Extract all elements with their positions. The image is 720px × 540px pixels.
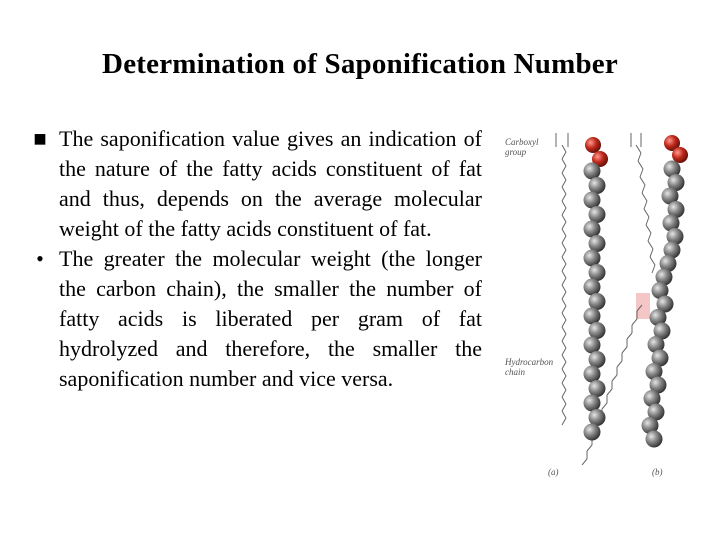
bond-line (650, 249, 653, 257)
carbon-atom (589, 322, 606, 339)
bond-line (562, 166, 566, 173)
bond-line (562, 152, 566, 159)
bond-line (562, 215, 566, 222)
bond-line (562, 418, 566, 425)
bond-line (636, 145, 641, 153)
slide-title: Determination of Saponification Number (102, 48, 618, 80)
bond-line (562, 397, 566, 404)
carbon-atom (584, 250, 601, 267)
bond-line (617, 361, 622, 367)
bond-line (562, 271, 566, 278)
bond-lines (556, 133, 655, 465)
bond-line (562, 369, 566, 376)
bond-line (562, 236, 566, 243)
carbon-atom (589, 351, 606, 368)
bond-line (562, 404, 566, 411)
bond-line (607, 389, 612, 395)
bond-line (562, 201, 566, 208)
bond-line (562, 362, 566, 369)
bullet-text: The greater the molecular weight (the longer the carbon chain), the smaller the number of fatty acids is liberated per gram of fat hydrolyzed and therefore, the smaller the saponification number and vice versa. (59, 246, 482, 391)
bond-line (562, 180, 566, 187)
bond-line (638, 161, 643, 169)
carbon-atom (589, 206, 606, 223)
bond-line (562, 264, 566, 271)
bond-line (562, 348, 566, 355)
bond-line (562, 222, 566, 229)
square-bullet-icon: ■ (33, 126, 47, 151)
fatty-acid-figure (500, 125, 705, 485)
hydrocarbon-chain-label: Hydrocarbon chain (505, 357, 554, 377)
bond-line (562, 411, 566, 418)
bond-line (644, 201, 647, 209)
carbon-atom (584, 308, 601, 325)
atom-spheres (584, 135, 689, 448)
bond-line (582, 459, 587, 465)
bond-line (562, 173, 566, 180)
bond-line (562, 334, 566, 341)
carbon-atom (584, 279, 601, 296)
bond-line (652, 265, 655, 273)
bond-line (562, 376, 566, 383)
double-bond-highlight (636, 293, 650, 319)
molecule-illustration (500, 125, 705, 465)
bond-line (646, 225, 651, 233)
panel-b-label: (b) (652, 467, 663, 477)
bond-line (562, 383, 566, 390)
carbon-atom (584, 221, 601, 238)
carbon-atom (584, 192, 601, 209)
carbon-atom (589, 293, 606, 310)
bond-line (562, 341, 566, 348)
carbon-atom (646, 431, 663, 448)
bond-line (562, 257, 566, 264)
bond-line (644, 209, 649, 217)
bond-line (562, 243, 566, 250)
bond-line (622, 347, 627, 353)
bond-line (562, 285, 566, 292)
carbon-atom (589, 235, 606, 252)
bond-line (612, 375, 617, 381)
bond-line (638, 153, 641, 161)
bond-line (562, 194, 566, 201)
bond-line (640, 169, 643, 177)
carbon-atom (589, 380, 606, 397)
bond-line (562, 355, 566, 362)
bond-line (562, 313, 566, 320)
bullet-text: The saponification value gives an indication of the nature of the fatty acids constituent of fat and thus, depends on the average molecular weight of the fatty acids constituent of fat. (59, 126, 482, 241)
bullet-item (30, 124, 482, 244)
bond-line (562, 299, 566, 306)
carbon-atom (584, 395, 601, 412)
carbon-atom (584, 366, 601, 383)
carbon-atom (589, 409, 606, 426)
bond-line (648, 241, 653, 249)
bullet-item (30, 244, 482, 394)
bond-line (562, 159, 566, 166)
bond-line (642, 185, 645, 193)
oxygen-atom (672, 147, 688, 163)
bond-line (646, 217, 649, 225)
bond-line (640, 177, 645, 185)
bond-line (648, 233, 651, 241)
carbon-atom (589, 177, 606, 194)
bond-line (562, 208, 566, 215)
bond-line (632, 319, 637, 325)
bond-line (562, 229, 566, 236)
bond-line (562, 187, 566, 194)
bond-line (562, 327, 566, 334)
bond-line (602, 403, 607, 409)
panel-a-label: (a) (548, 467, 559, 477)
carbon-atom (589, 264, 606, 281)
bond-line (587, 445, 592, 451)
dot-bullet-icon: • (36, 246, 44, 271)
carbon-atom (584, 424, 601, 441)
carboxyl-group-label: Carboxyl group (505, 137, 539, 157)
bond-line (562, 306, 566, 313)
bond-line (562, 320, 566, 327)
bond-line (562, 145, 566, 152)
bond-line (562, 278, 566, 285)
bond-line (627, 333, 632, 339)
bond-line (562, 250, 566, 257)
bond-line (562, 292, 566, 299)
bullet-list (30, 124, 482, 394)
bond-line (642, 193, 647, 201)
carbon-atom (584, 163, 601, 180)
carbon-atom (584, 337, 601, 354)
bond-line (562, 390, 566, 397)
bond-line (650, 257, 655, 265)
oxygen-atom (585, 137, 601, 153)
